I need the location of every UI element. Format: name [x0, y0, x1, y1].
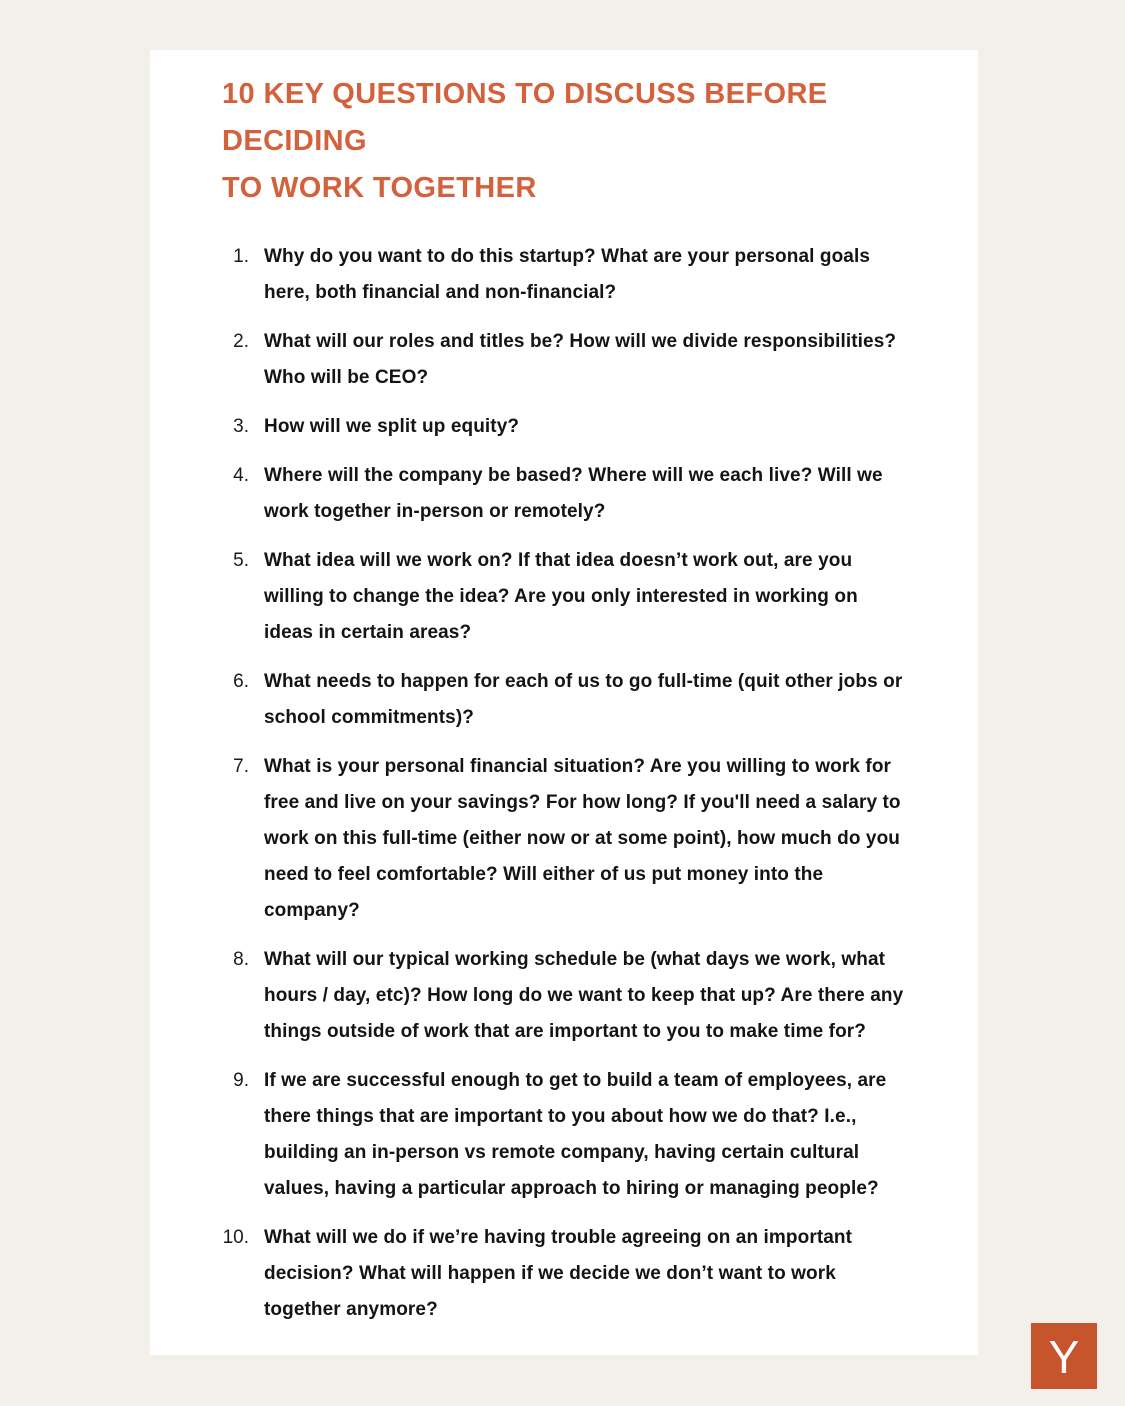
- question-item: [222, 942, 918, 1050]
- question-text: What idea will we work on? If that idea doesn’t work out, are you willing to change the idea? Are you only interested in working on ideas in certain areas?: [264, 550, 858, 643]
- question-number: 6.: [233, 671, 249, 692]
- document-card: [150, 50, 978, 1355]
- question-item: [222, 664, 918, 736]
- question-number: 3.: [233, 416, 249, 437]
- question-text: What will our typical working schedule be (what days we work, what hours / day, etc)? How long do we want to keep that up? Are there any things outside of work that are important to you to make time for?: [264, 949, 904, 1042]
- question-number: 9.: [233, 1070, 249, 1091]
- question-item: [222, 749, 918, 929]
- question-number: 5.: [233, 550, 249, 571]
- question-item: [222, 543, 918, 651]
- question-text: Why do you want to do this startup? What are your personal goals here, both financial and non-financial?: [264, 246, 870, 303]
- questions-list: [222, 239, 918, 1328]
- question-text: What will we do if we’re having trouble agreeing on an important decision? What will happen if we decide we don’t want to work together anymore?: [264, 1227, 853, 1320]
- question-number: 1.: [233, 246, 249, 267]
- question-text: What needs to happen for each of us to go full-time (quit other jobs or school commitments)?: [264, 671, 903, 728]
- question-text: If we are successful enough to get to build a team of employees, are there things that are important to you about how we do that? I.e., building an in-person vs remote company, having certain cultural values, having a particular approach to hiring or managing people?: [264, 1070, 887, 1199]
- question-text: Where will the company be based? Where will we each live? Will we work together in-person or remotely?: [264, 465, 883, 522]
- question-number: 2.: [233, 331, 249, 352]
- question-item: [222, 324, 918, 396]
- page-title-line-1: 10 KEY QUESTIONS TO DISCUSS BEFORE DECIDING: [222, 78, 828, 157]
- question-item: [222, 1063, 918, 1207]
- question-text: How will we split up equity?: [264, 416, 520, 437]
- question-item: [222, 409, 918, 445]
- y-combinator-logo: [1031, 1323, 1097, 1389]
- question-text: What is your personal financial situation? Are you willing to work for free and live on your savings? For how long? If you'll need a salary to work on this full-time (either now or at some point), how much do you need to feel comfortable? Will either of us put money into the company?: [264, 756, 901, 921]
- question-item: [222, 458, 918, 530]
- question-number: 4.: [233, 465, 249, 486]
- question-item: [222, 239, 918, 311]
- page-title: [222, 71, 918, 212]
- question-number: 8.: [233, 949, 249, 970]
- question-number: 7.: [233, 756, 249, 777]
- y-combinator-icon: Y: [1048, 1331, 1080, 1383]
- question-item: [222, 1220, 918, 1328]
- question-number: 10.: [222, 1227, 249, 1248]
- question-text: What will our roles and titles be? How will we divide responsibilities? Who will be CEO?: [264, 331, 897, 388]
- page-title-line-2: TO WORK TOGETHER: [222, 172, 537, 204]
